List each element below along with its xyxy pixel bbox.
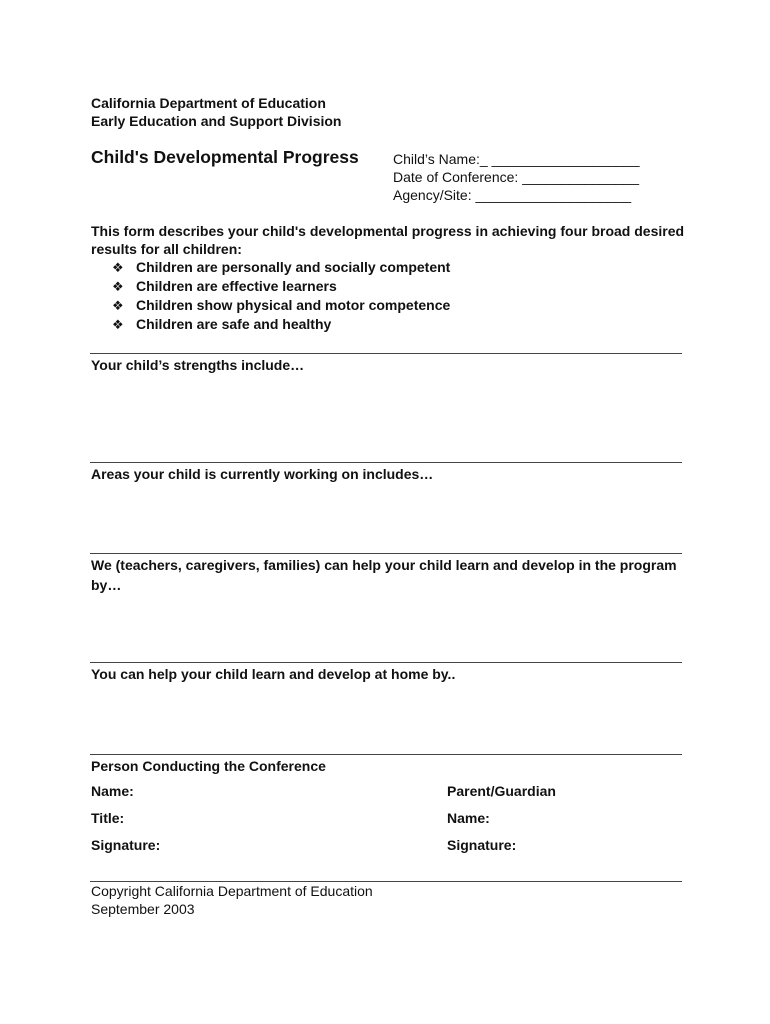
conference-date-label: Date of Conference:: [393, 169, 523, 185]
parent-guardian-heading: Parent/Guardian: [447, 783, 556, 799]
agency-site-label: Agency/Site:: [393, 187, 476, 203]
list-item: [112, 296, 450, 315]
program-help-heading: We (teachers, caregivers, families) can help your child learn and develop in the program by…: [91, 557, 677, 593]
list-item-label: Children are personally and socially competent: [136, 259, 451, 275]
parent-name-label: Name:: [447, 810, 490, 826]
department-name: California Department of Education: [91, 95, 326, 111]
form-title: Child's Developmental Progress: [91, 147, 359, 167]
home-help-heading: You can help your child learn and develop at home by..: [91, 666, 456, 682]
conference-date-blank[interactable]: _______________: [522, 169, 639, 185]
diamond-bullet-icon: ❖: [112, 317, 124, 332]
copyright-date: September 2003: [91, 901, 195, 917]
division-name: Early Education and Support Division: [91, 113, 342, 129]
copyright-text: Copyright California Department of Education: [91, 883, 373, 899]
diamond-bullet-icon: ❖: [112, 260, 124, 275]
list-item-label: Children are effective learners: [136, 278, 337, 294]
diamond-bullet-icon: ❖: [112, 298, 124, 313]
list-item-label: Children are safe and healthy: [136, 316, 332, 332]
divider: [90, 553, 682, 554]
list-item-label: Children show physical and motor competence: [136, 297, 451, 313]
divider: [90, 462, 682, 463]
desired-results-list: [112, 258, 450, 334]
childs-name-field: [393, 150, 640, 168]
conductor-signature-label: Signature:: [91, 837, 161, 853]
conductor-title-label: Title:: [91, 810, 125, 826]
childs-name-label: Child’s Name:_: [393, 151, 492, 167]
conference-date-field: [393, 168, 639, 186]
strengths-heading: Your child’s strengths include…: [91, 357, 305, 373]
divider: [90, 662, 682, 663]
childs-name-blank[interactable]: ___________________: [491, 151, 640, 167]
divider: [90, 353, 682, 354]
list-item: [112, 277, 450, 296]
conductor-heading: Person Conducting the Conference: [91, 758, 326, 774]
divider: [90, 754, 682, 755]
agency-site-field: [393, 186, 631, 204]
conductor-name-label: Name:: [91, 783, 134, 799]
working-on-heading: Areas your child is currently working on includes…: [91, 466, 434, 482]
list-item: [112, 315, 450, 334]
intro-text: This form describes your child's developmental progress in achieving four broad desired results for all children:: [91, 223, 685, 257]
diamond-bullet-icon: ❖: [112, 279, 124, 294]
agency-site-blank[interactable]: ____________________: [475, 187, 632, 203]
list-item: [112, 258, 450, 277]
parent-signature-label: Signature:: [447, 837, 517, 853]
